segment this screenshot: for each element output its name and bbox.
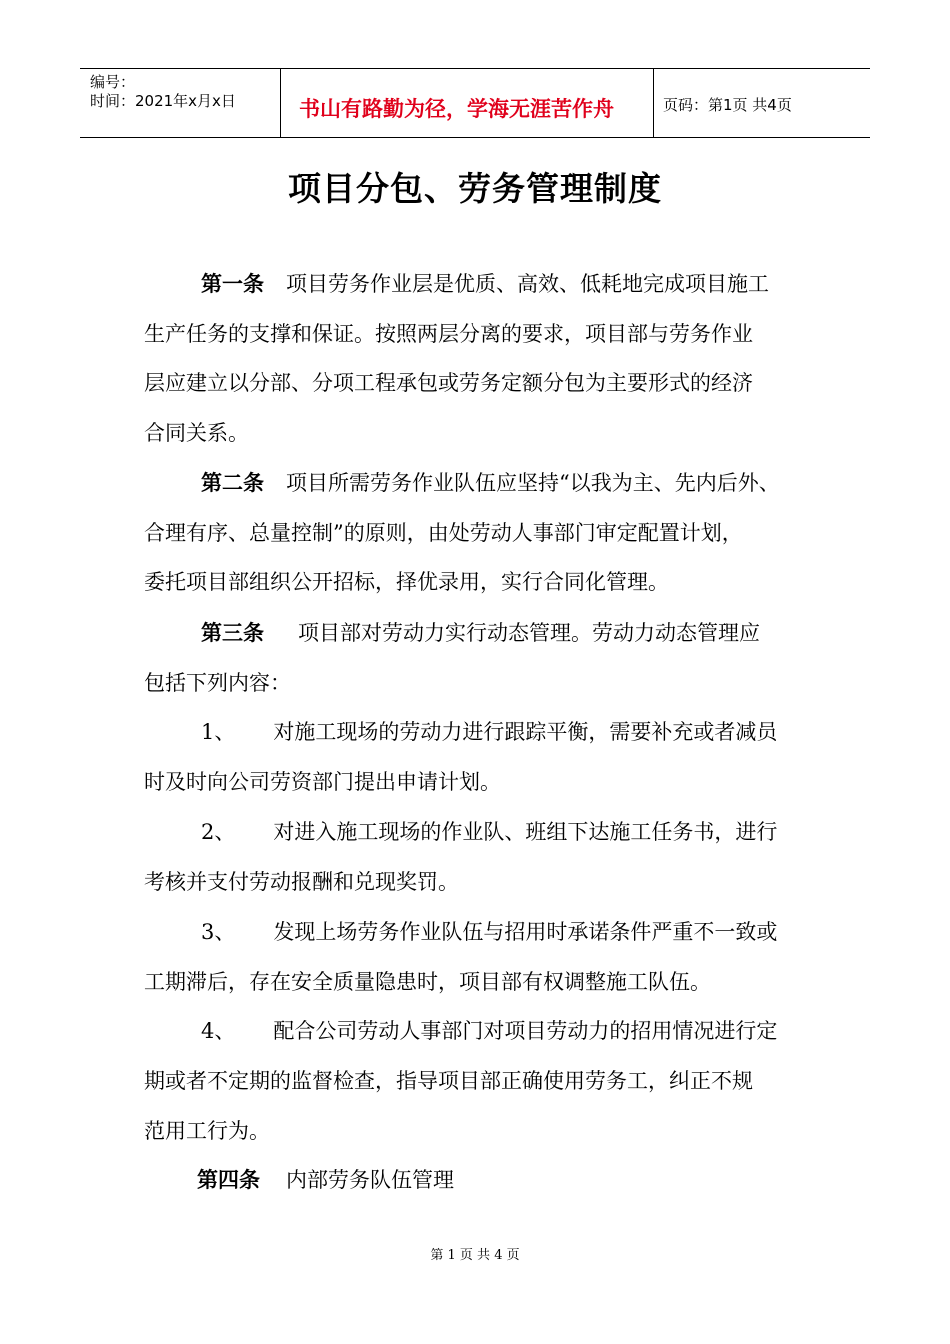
list-item-1-text-1: 对施工现场的劳动力进行跟踪平衡，需要补充或者减员 [273, 720, 778, 744]
list-item-4-line-3: 范用工行为。 [144, 1119, 270, 1143]
list-item-3-number: 3、 [201, 920, 236, 944]
list-item-1-line-2: 时及时向公司劳资部门提出申请计划。 [144, 770, 501, 794]
list-item-2-text-1: 对进入施工现场的作业队、班组下达施工任务书，进行 [273, 820, 778, 844]
document-title: 项目分包、劳务管理制度 [288, 169, 662, 208]
list-item-3-text-1: 发现上场劳务作业队伍与招用时承诺条件严重不一致或 [273, 920, 778, 944]
header-table [80, 68, 870, 138]
page-label: 页码：第1页 共4页 [663, 96, 792, 114]
article-4-line-1 [144, 1166, 454, 1194]
list-item-1-line-1 [144, 718, 777, 746]
list-item-3-line-2: 工期滞后，存在安全质量隐患时，项目部有权调整施工队伍。 [144, 970, 711, 994]
article-1-line-2: 生产任务的支撑和保证。按照两层分离的要求，项目部与劳务作业 [144, 322, 753, 346]
list-item-3-line-1 [144, 918, 777, 946]
list-item-4-line-1 [144, 1017, 777, 1045]
article-2-line-3: 委托项目部组织公开招标，择优录用，实行合同化管理。 [144, 570, 669, 594]
list-item-2-line-2: 考核并支付劳动报酬和兑现奖罚。 [144, 870, 459, 894]
article-2-text-1: 项目所需劳务作业队伍应坚持“以我为主、先内后外、 [286, 471, 780, 495]
number-label: 编号： [90, 73, 136, 91]
article-1-line-1 [144, 270, 769, 298]
list-item-4-text-1: 配合公司劳动人事部门对项目劳动力的招用情况进行定 [273, 1019, 778, 1043]
header-motto-cell [280, 69, 654, 137]
article-1-heading: 第一条 [201, 271, 264, 296]
time-label: 时间：2021年x月x日 [90, 92, 236, 110]
article-2-line-1 [144, 469, 780, 497]
header-page-cell [653, 69, 870, 137]
article-1-line-4: 合同关系。 [144, 421, 249, 445]
list-item-2-line-1 [144, 818, 777, 846]
article-3-text-1: 项目部对劳动力实行动态管理。劳动力动态管理应 [298, 621, 760, 645]
article-3-heading: 第三条 [201, 620, 264, 645]
article-1-line-3: 层应建立以分部、分项工程承包或劳务定额分包为主要形式的经济 [144, 371, 753, 395]
list-item-4-line-2: 期或者不定期的监督检查，指导项目部正确使用劳务工，纠正不规 [144, 1069, 753, 1093]
article-4-heading: 第四条 [197, 1167, 260, 1192]
list-item-4-number: 4、 [201, 1019, 236, 1043]
article-1-text-1: 项目劳务作业层是优质、高效、低耗地完成项目施工 [286, 272, 769, 296]
article-2-line-2: 合理有序、总量控制”的原则，由处劳动人事部门审定配置计划， [144, 521, 743, 545]
motto-text: 书山有路勤为径，学海无涯苦作舟 [299, 96, 614, 121]
article-4-text: 内部劳务队伍管理 [286, 1168, 454, 1192]
article-3-line-1 [144, 619, 760, 647]
list-item-2-number: 2、 [201, 820, 236, 844]
article-2-heading: 第二条 [201, 470, 264, 495]
header-meta-cell [80, 69, 280, 137]
list-item-1-number: 1、 [201, 720, 236, 744]
article-3-line-2: 包括下列内容： [144, 671, 291, 695]
page-footer: 第 1 页 共 4 页 [430, 1248, 520, 1263]
